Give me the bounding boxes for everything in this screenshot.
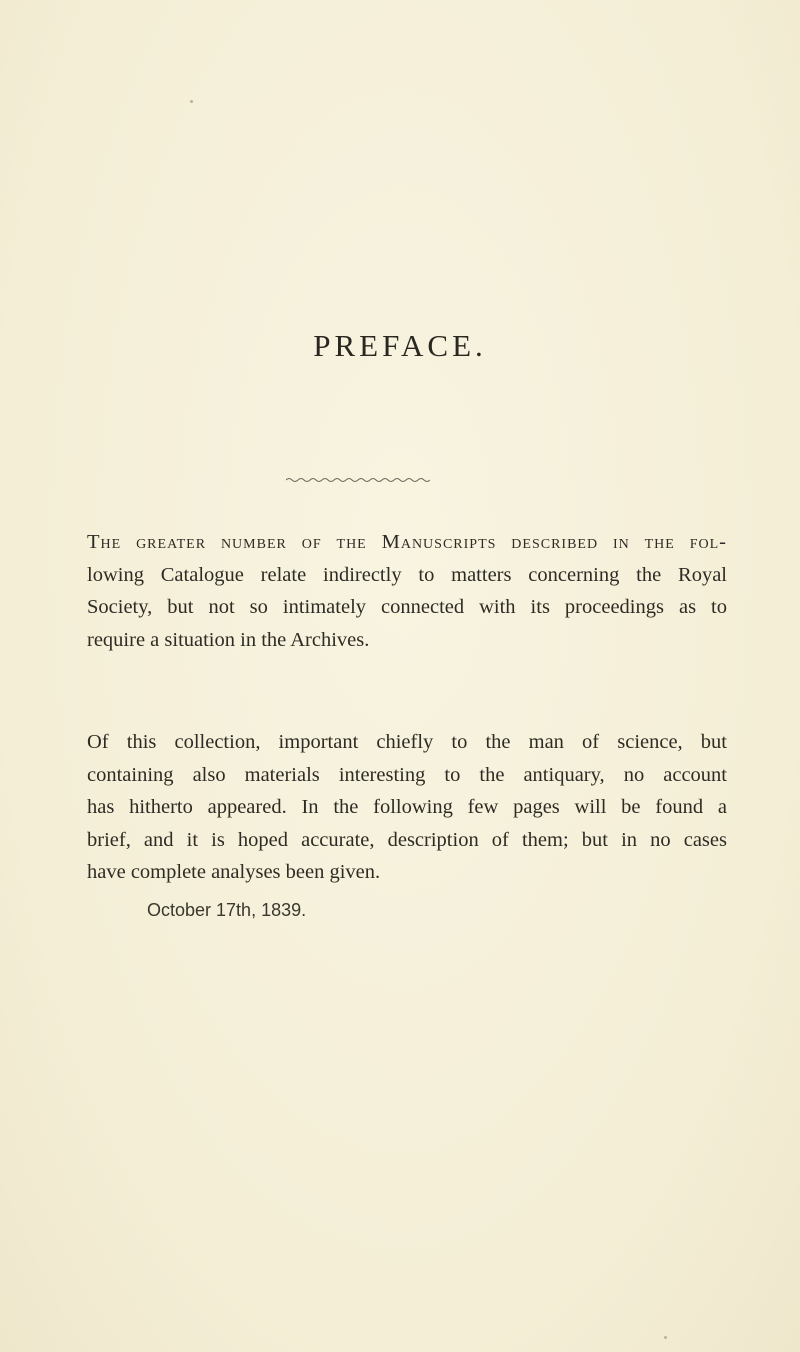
- paper-speck: [664, 1336, 667, 1339]
- paragraph-line: [87, 526, 727, 559]
- paragraph-line: Of this collection, important chiefly to the man of science, but: [87, 731, 727, 753]
- preface-date: October 17th, 1839.: [147, 900, 307, 920]
- preface-paragraph-2: [87, 726, 727, 889]
- page-title: PREFACE.: [313, 328, 487, 363]
- paragraph-line: lowing Catalogue relate indirectly to matters concerning the Royal: [87, 563, 727, 586]
- preface-paragraph-1: [87, 526, 727, 656]
- wavy-rule-ornament: [286, 474, 430, 486]
- paragraph-line: brief, and it is hoped accurate, description of them; but in no cases: [87, 828, 727, 851]
- paragraph-line-text: The greater number of the Manuscripts described in the fol-: [87, 531, 727, 553]
- paragraph-line: require a situation in the Archives.: [87, 628, 370, 651]
- paragraph-line: Society, but not so intimately connected with its proceedings as to: [87, 596, 727, 618]
- paragraph-line: have complete analyses been given.: [87, 861, 381, 883]
- paper-speck: [190, 100, 193, 103]
- paragraph-line: has hitherto appeared. In the following few pages will be found a: [87, 796, 727, 818]
- paragraph-line: containing also materials interesting to the antiquary, no account: [87, 763, 727, 786]
